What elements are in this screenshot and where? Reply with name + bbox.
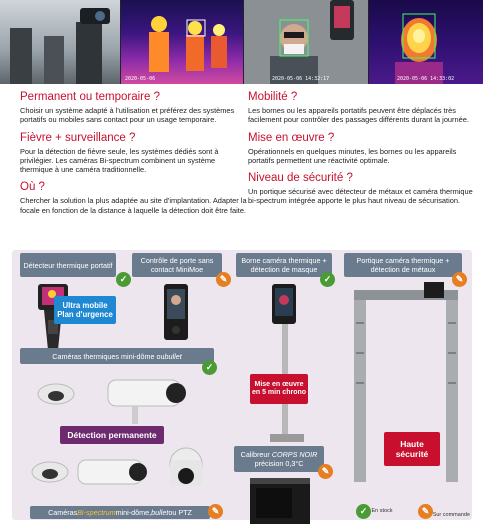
product-overview [12,250,472,531]
right-column [248,90,476,206]
advice-sections [0,90,483,250]
kiosk-label: Borne caméra thermique + détection de masque [236,253,332,277]
legend-in-stock-icon: ✓ [356,504,371,519]
section-title: Permanent ou temporaire ? [20,91,160,103]
bispectrum-cameras-image [26,446,222,506]
calibrator-label [234,446,324,472]
on-order-icon: ✎ [208,504,223,519]
section-title: Niveau de sécurité ? [248,172,353,185]
calibrator-title: Calibreur CORPS NOIR [240,450,318,459]
section-body: Choisir un système adapté à l'utilisation et préférez des systèmes portatifs ou mobiles sans contact pour un usage temporaire. [20,106,235,125]
banner-photo-thermal-crowd [121,0,243,84]
thermal-feature-tag: Détection permanente [60,426,164,444]
on-order-icon: ✎ [452,272,467,287]
banner-photo-turnstile [0,0,120,84]
section-title: Mobilité ? [248,91,298,103]
banner-photo-face-scan [244,0,368,84]
legend-on-order-label: Sur commande [432,512,470,518]
on-order-icon: ✎ [318,464,333,479]
bispectrum-label: Caméras Bi-spectrum mini-dôme, bullet ou PTZ [30,506,210,519]
banner-timestamp: 2020-05-06 14:32:17 [272,76,330,82]
kiosk-feature-tag: Mise en œuvre en 5 min chrono [250,374,308,404]
section-title: Mise en œuvre ? [248,131,335,144]
thermal-dome-label: Caméras thermiques mini-dôme ou bullet [20,348,214,364]
banner-timestamp: 2020-05-06 14:33:02 [397,76,455,82]
kiosk-image [268,284,308,444]
door-control-label: Contrôle de porte sans contact MiniMoe [132,253,222,277]
calibrator-precision: précision 0,3°C [254,459,304,468]
handheld-feature-tag: Ultra mobile Plan d'urgence [54,296,116,324]
section-title: Où ? [20,181,45,194]
portal-feature-tag: Haute sécurité [384,432,440,466]
handheld-label: Détecteur thermique portatif [20,253,116,277]
section-body: Pour la détection de fièvre seule, les systèmes dédiés sont à privilégier. Les caméras Bi-spectrum combinent un système thermique à une caméra traditionnelle. [20,146,219,175]
section-body: Un portique sécurisé avec détecteur de métaux et caméra thermique bi-spectrum intégrée apporte le plus haut niveau de sécurisation. [248,187,473,206]
in-stock-icon: ✓ [202,360,217,375]
door-control-device-image [162,284,190,340]
section-title: Fièvre + surveillance ? [20,131,136,144]
header-banner [0,0,483,84]
banner-timestamp: 2020-05-06 [125,76,156,82]
legend-in-stock-label: En stock [371,508,393,514]
banner-photo-thermal-face [369,0,483,84]
left-column [20,90,248,215]
legend-on-order-icon: ✎ [418,504,433,519]
in-stock-icon: ✓ [320,272,335,287]
portal-label: Portique caméra thermique + détection de métaux [344,253,462,277]
calibrator-image [250,478,314,526]
section-body: Chercher la solution la plus adaptée au site d'implantation. Adapter la focale en fonction de la distance à laquelle la détection doit être faite. [20,196,247,215]
in-stock-icon: ✓ [116,272,131,287]
section-body: Opérationnels en quelques minutes, les bornes ou les appareils portatifs permettent une réactivité optimale. [248,146,457,165]
section-body: Les bornes ou les appareils portatifs peuvent être déplacés très facilement pour contrôler des passages différents durant la journée. [248,106,469,125]
thermal-cameras-image [34,370,204,432]
on-order-icon: ✎ [216,272,231,287]
